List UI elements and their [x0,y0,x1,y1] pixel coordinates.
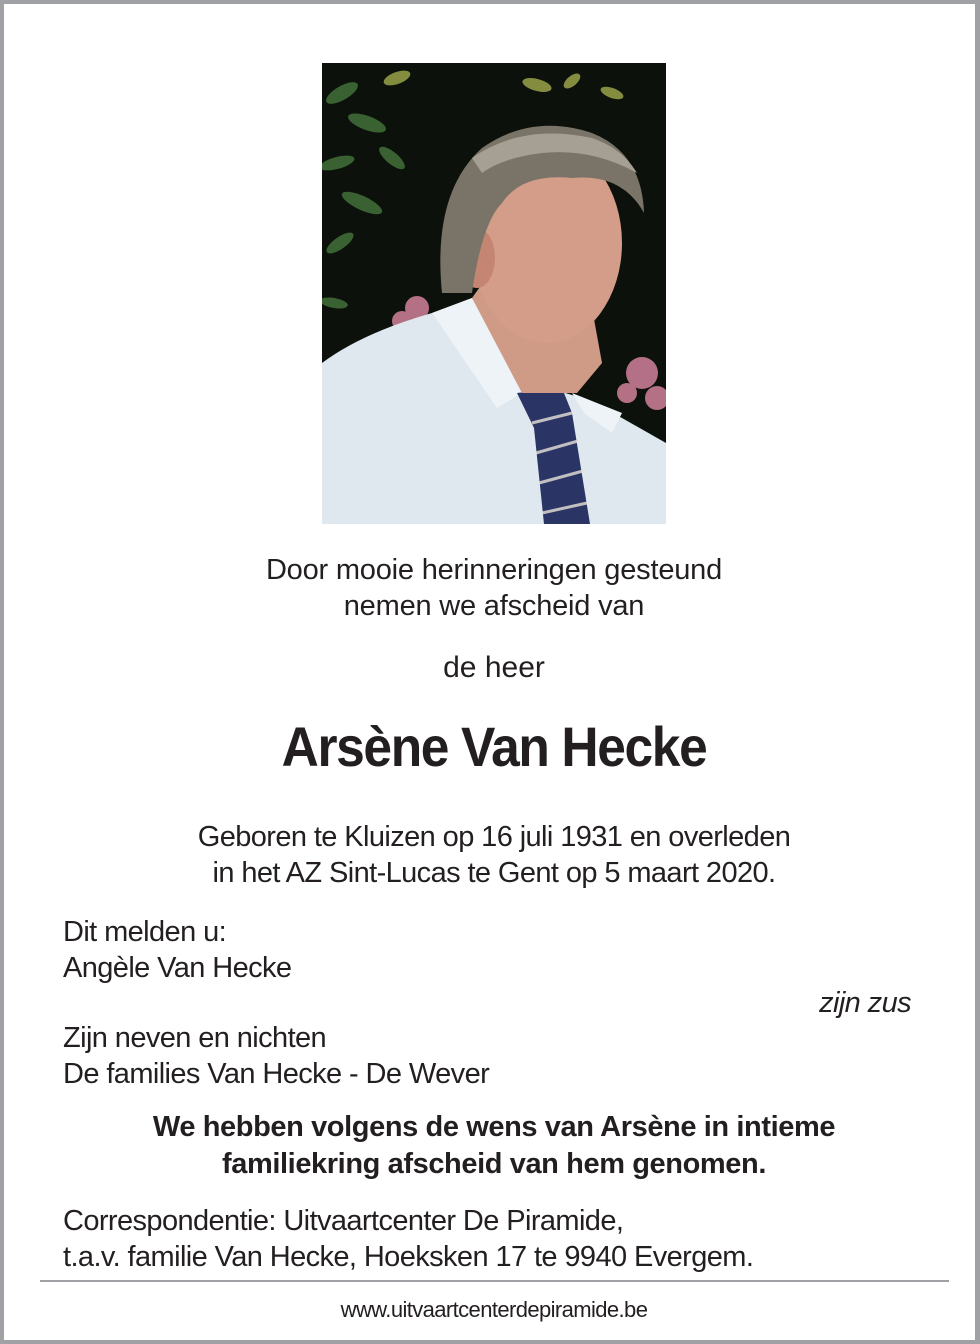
announcer-relation: zijn zus [819,987,911,1019]
website-link[interactable]: www.uitvaartcenterdepiramide.be [340,1297,648,1322]
intro-line-2: nemen we afscheid van [343,590,645,622]
honorific: de heer [443,651,545,684]
announcer-name: Angèle Van Hecke [63,952,292,984]
correspondence-line-1: Correspondentie: Uitvaartcenter De Piramide, [63,1205,624,1237]
announcer-name: De families Van Hecke - De Wever [63,1058,490,1090]
intro-line-1: Door mooie herinneringen gesteund [265,554,723,586]
footer-divider [40,1280,949,1282]
deceased-name: Arsène Van Hecke [281,715,707,778]
birth-death-line-2: in het AZ Sint-Lucas te Gent op 5 maart 2020. [212,857,776,889]
correspondence-line-2: t.a.v. familie Van Hecke, Hoeksken 17 te 9940 Evergem. [63,1241,754,1273]
birth-death-line-1: Geboren te Kluizen op 16 juli 1931 en overleden [197,821,791,853]
closing-line-1: We hebben volgens de wens van Arsène in intieme [152,1111,836,1143]
portrait-photo [322,63,666,524]
closing-line-2: familiekring afscheid van hem genomen. [221,1148,766,1180]
portrait-illustration [322,63,666,524]
announcers-heading: Dit melden u: [63,916,227,948]
announcer-name: Zijn neven en nichten [63,1022,327,1054]
